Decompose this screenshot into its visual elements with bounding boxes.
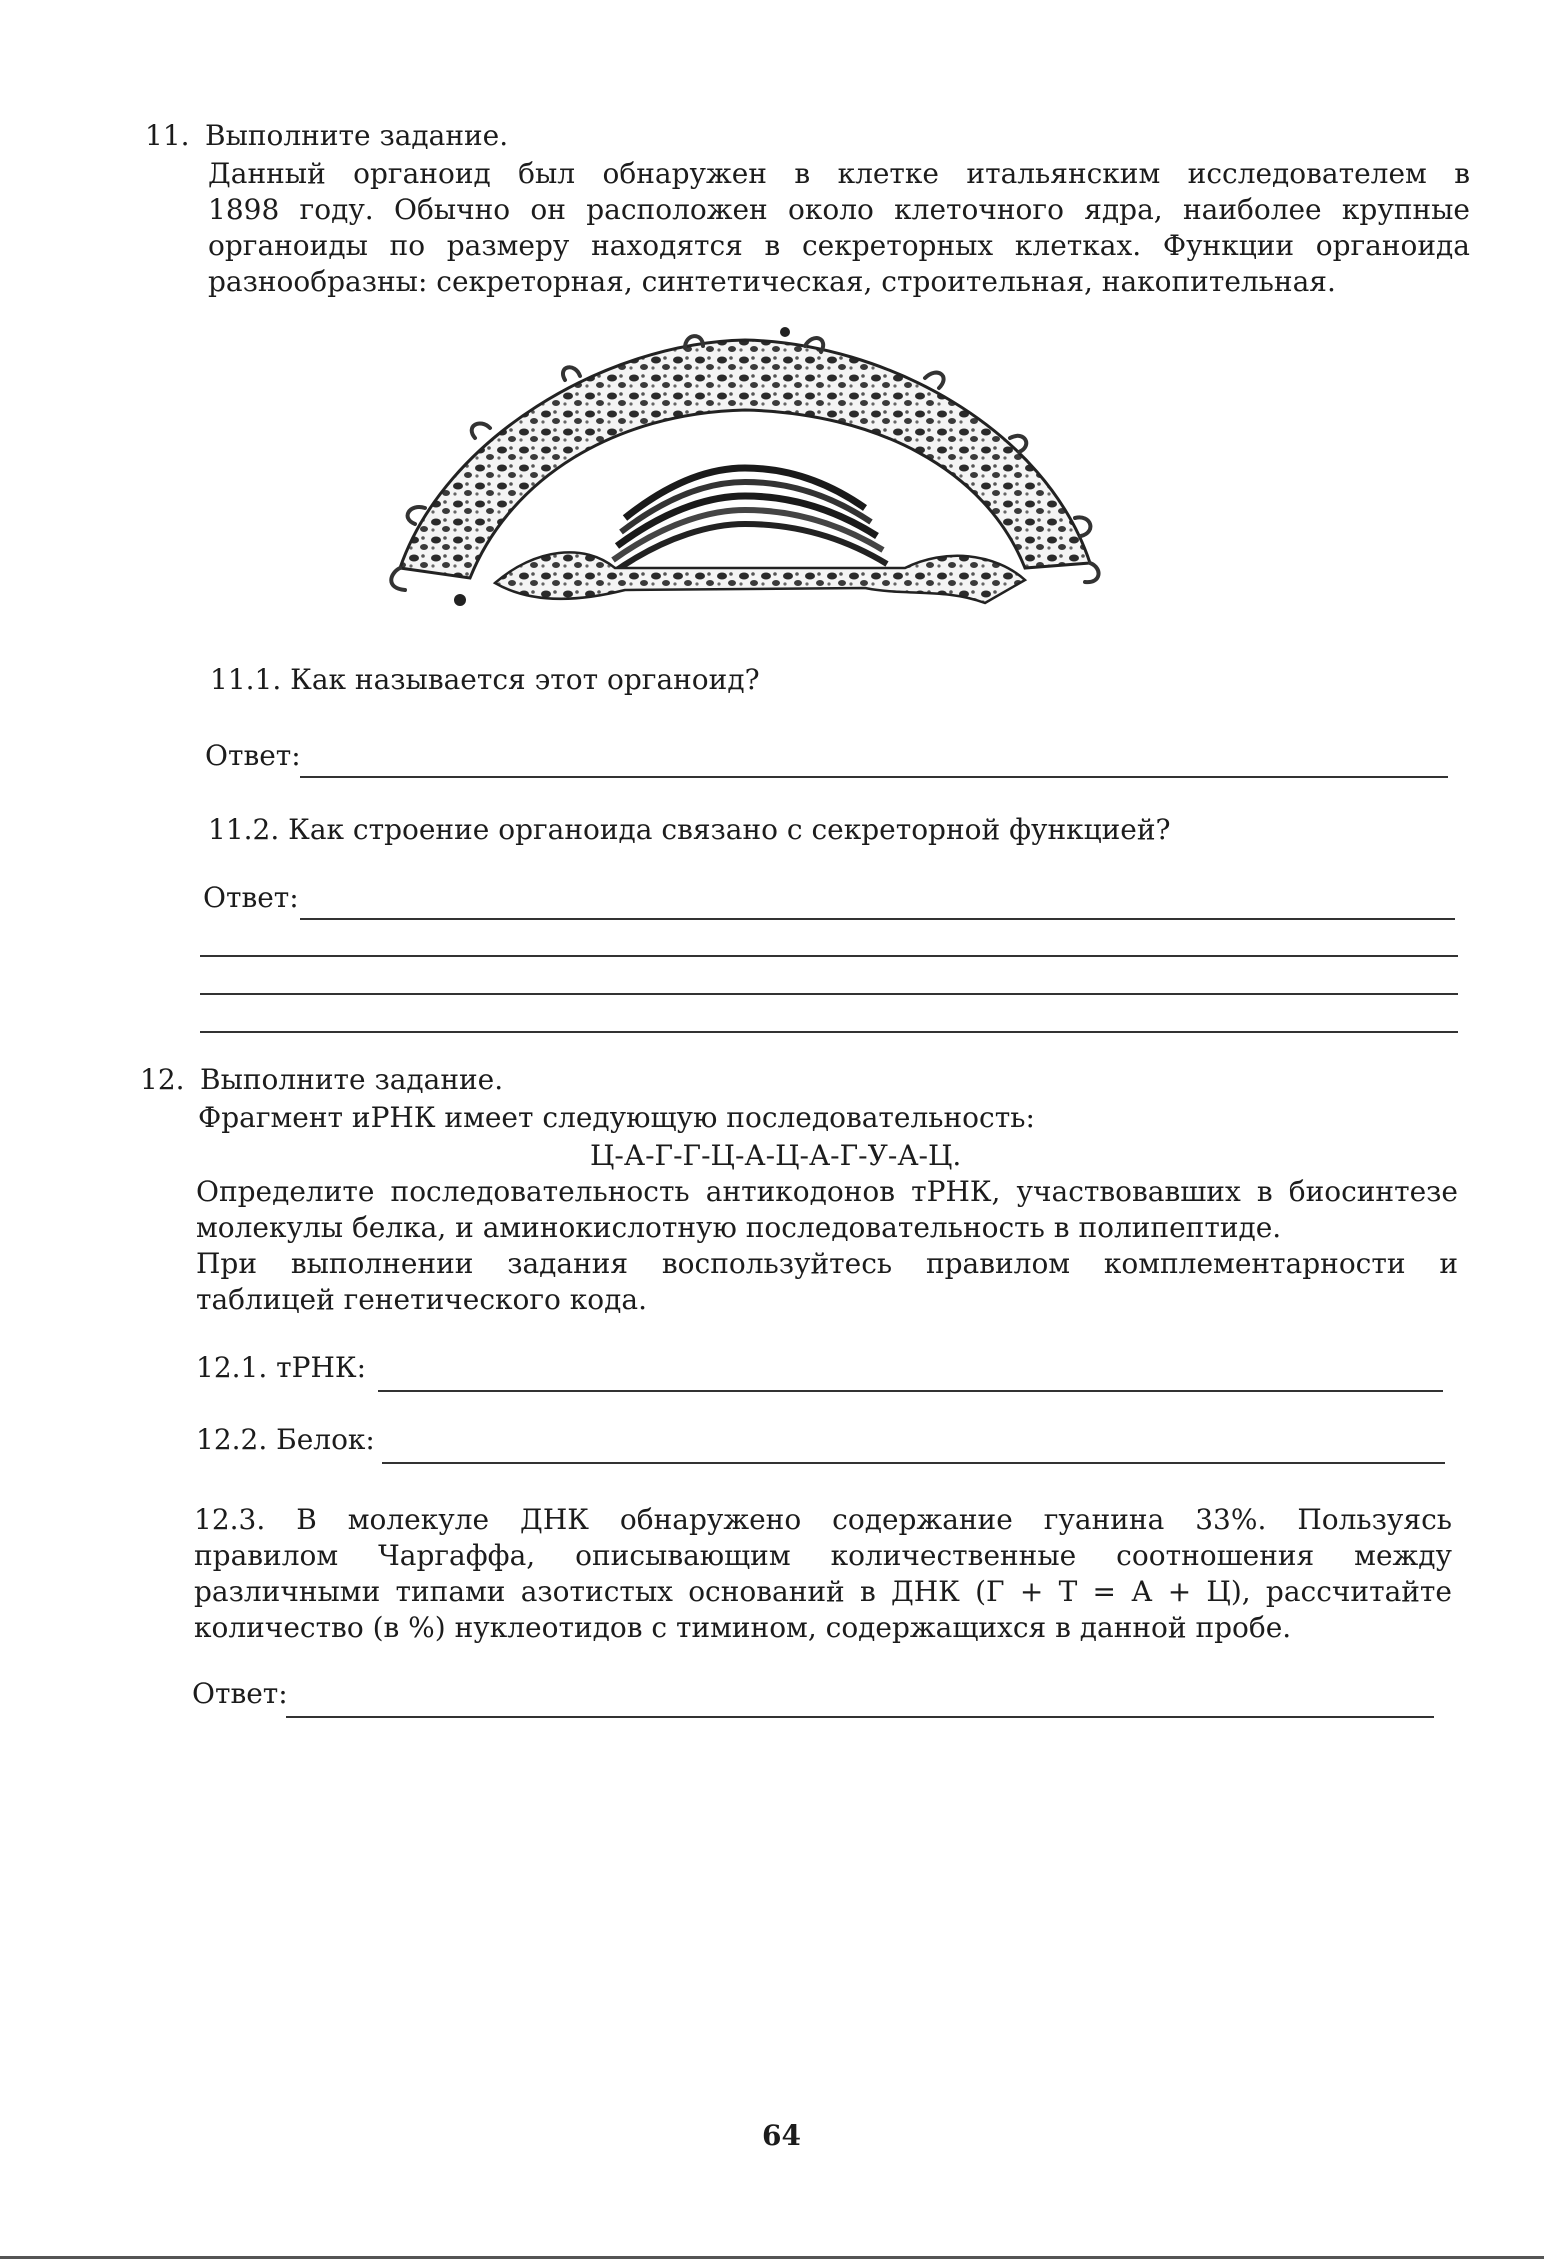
task-11-description	[208, 156, 1470, 300]
task-11-heading	[145, 118, 508, 154]
task-12-text-line: таблицей генетического кода.	[196, 1283, 647, 1316]
answer-line-12-2[interactable]	[382, 1462, 1445, 1464]
task-11-text-line: органоиды по размеру находятся в секреторных клетках. Функции органоида	[208, 229, 1470, 262]
task-11-text-line: 1898 году. Обычно он расположен около клеточного ядра, наиболее крупные	[208, 193, 1470, 226]
question-12-3-line: 12.3. В молекуле ДНК обнаружено содержание гуанина 33%. Пользуясь	[194, 1503, 1452, 1536]
question-12-1: 12.1. тРНК:	[196, 1351, 366, 1384]
bottom-edge-rule	[0, 2256, 1544, 2259]
answer-line-12-3[interactable]	[286, 1716, 1434, 1718]
question-12-3-line: различными типами азотистых оснований в ДНК (Г + Т = А + Ц), рассчитайте	[194, 1575, 1452, 1608]
question-11-2: 11.2. Как строение органоида связано с секреторной функцией?	[208, 813, 1171, 846]
task-12-number: 12.	[140, 1063, 185, 1096]
answer-line-11-2[interactable]	[200, 993, 1458, 995]
task-12-heading	[140, 1062, 503, 1098]
answer-line-11-1[interactable]	[300, 776, 1448, 778]
task-11-title: Выполните задание.	[205, 119, 509, 152]
task-12-title: Выполните задание.	[200, 1063, 504, 1096]
task-12-description	[196, 1174, 1458, 1318]
answer-line-12-1[interactable]	[378, 1390, 1443, 1392]
task-12-text-line: Определите последовательность антикодонов тРНК, участвовавших в биосинтезе	[196, 1175, 1458, 1208]
question-12-3-line: правилом Чаргаффа, описывающим количественные соотношения между	[194, 1539, 1452, 1572]
answer-label-11-2: Ответ:	[203, 881, 299, 914]
question-11-1: 11.1. Как называется этот органоид?	[210, 663, 760, 696]
answer-label-12-3: Ответ:	[192, 1677, 288, 1710]
page-number: 64	[762, 2119, 801, 2152]
task-12-text-line: молекулы белка, и аминокислотную последовательность в полипептиде.	[196, 1211, 1282, 1244]
answer-line-11-2[interactable]	[300, 918, 1455, 920]
question-12-2: 12.2. Белок:	[196, 1423, 375, 1456]
question-12-3-line: количество (в %) нуклеотидов с тимином, содержащихся в данной пробе.	[194, 1611, 1292, 1644]
answer-line-11-2[interactable]	[200, 1031, 1458, 1033]
answer-line-11-2[interactable]	[200, 955, 1458, 957]
task-11-text-line: разнообразны: секреторная, синтетическая, строительная, накопительная.	[208, 265, 1336, 298]
task-12-intro: Фрагмент иРНК имеет следующую последовательность:	[198, 1101, 1035, 1134]
organelle-figure	[385, 318, 1105, 618]
question-12-3	[194, 1502, 1452, 1646]
task-11-text-line: Данный органоид был обнаружен в клетке итальянским исследователем в	[208, 157, 1470, 190]
task-12-text-line: При выполнении задания воспользуйтесь правилом комплементарности и	[196, 1247, 1458, 1280]
task-11-number: 11.	[145, 119, 190, 152]
mrna-sequence: Ц-А-Г-Г-Ц-А-Ц-А-Г-У-А-Ц.	[590, 1139, 962, 1172]
answer-label-11-1: Ответ:	[205, 739, 301, 772]
